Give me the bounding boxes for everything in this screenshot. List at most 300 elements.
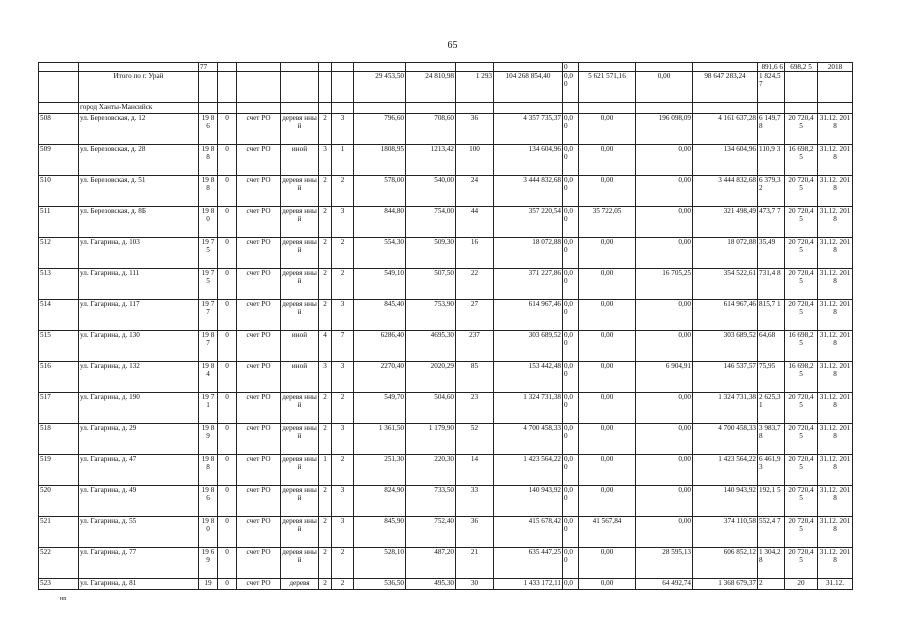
cell-year: 19 75	[199, 238, 218, 269]
cell-mat: деревя нный	[281, 114, 319, 145]
cell-acc: счет РО	[237, 238, 281, 269]
cell-area2: 1 179,90	[406, 424, 456, 455]
table-row	[39, 207, 853, 238]
table-row	[39, 362, 853, 393]
cell-s2: 0,00	[579, 486, 636, 517]
cell-fl: 1	[319, 455, 332, 486]
cell-s3: 64 492,74	[636, 579, 693, 590]
cell-area: 554,30	[354, 238, 406, 269]
cell-s2: 0,00	[579, 548, 636, 579]
cell-s4: 1 368 679,37	[693, 579, 758, 590]
cell-area2: 509,30	[406, 238, 456, 269]
cell-s3: 0,00	[636, 455, 693, 486]
cell-res: 100	[456, 145, 494, 176]
cell-z: 0	[218, 269, 237, 300]
table-row	[39, 455, 853, 486]
cell-s1: 0,0	[563, 579, 579, 590]
cell-lim: 20 720,4 5	[785, 455, 818, 486]
cell-fl: 2	[319, 548, 332, 579]
cell-s4: 4 161 637,28	[693, 114, 758, 145]
table-row-carryover: 77 0 891,6 6 698,2 5 2018	[39, 63, 853, 72]
cell-year: 19 89	[199, 424, 218, 455]
cell-date: 31.12. 2018	[818, 424, 853, 455]
cell-acc: счет РО	[237, 579, 281, 590]
cell-n: 515	[39, 331, 79, 362]
cell-fl: 2	[319, 238, 332, 269]
cell-total: 635 447,25	[494, 548, 563, 579]
cell-res: 14	[456, 455, 494, 486]
cell-s3: 196 098,09	[636, 114, 693, 145]
cell-s1: 0,0 0	[563, 145, 579, 176]
cell-ent: 2	[332, 455, 354, 486]
cell-res: 23	[456, 393, 494, 424]
cell-fl: 2	[319, 207, 332, 238]
cell-z: 0	[218, 300, 237, 331]
cell-s3: 0,00	[636, 331, 693, 362]
cell-total: 1 324 731,38	[494, 393, 563, 424]
cell-s3: 0,00	[636, 238, 693, 269]
cell-lim: 20 720,4 5	[785, 517, 818, 548]
cell-mat: деревя нный	[281, 300, 319, 331]
table-row	[39, 579, 853, 590]
cell-date: 31.12. 2018	[818, 145, 853, 176]
cell-acc: счет РО	[237, 393, 281, 424]
cell-n: 512	[39, 238, 79, 269]
cell-date: 31.12. 2018	[818, 207, 853, 238]
cell-lim: 20 720,4 5	[785, 238, 818, 269]
cell-res: 27	[456, 300, 494, 331]
cell-unit: 2 625,3 1	[758, 393, 785, 424]
cell-addr: ул. Гагарина, д. 49	[79, 486, 199, 517]
cell-year: 19 88	[199, 176, 218, 207]
cell-n: 509	[39, 145, 79, 176]
cell-unit: 192,1 5	[758, 486, 785, 517]
cell-s2: 0,00	[579, 300, 636, 331]
cell-z: 0	[218, 331, 237, 362]
cell-ent: 2	[332, 393, 354, 424]
cell-acc: счет РО	[237, 455, 281, 486]
cell-fl: 2	[319, 517, 332, 548]
cell-total: 1 433 172,11	[494, 579, 563, 590]
cell-ent: 1	[332, 145, 354, 176]
cell-mat: деревя	[281, 579, 319, 590]
cell-unit: 1 304,2 8	[758, 548, 785, 579]
cell-s1: 0,0 0	[563, 486, 579, 517]
cell-unit: 75,95	[758, 362, 785, 393]
cell-mat: деревя нный	[281, 393, 319, 424]
table-row	[39, 393, 853, 424]
cell-n: 510	[39, 176, 79, 207]
cell-acc: счет РО	[237, 486, 281, 517]
cell-lim: 20 720,4 5	[785, 114, 818, 145]
cell-s4: 1 324 731,38	[693, 393, 758, 424]
cell-unit: 6 379,3 2	[758, 176, 785, 207]
cell-s1: 0,0 0	[563, 300, 579, 331]
cell-ent: 2	[332, 269, 354, 300]
cell-mat: деревя нный	[281, 238, 319, 269]
cell-area2: 495,30	[406, 579, 456, 590]
cell-s2: 0,00	[579, 176, 636, 207]
cell-acc: счет РО	[237, 331, 281, 362]
cell-fl: 2	[319, 114, 332, 145]
cell-ent: 3	[332, 207, 354, 238]
cell-mat: иной	[281, 362, 319, 393]
cell-res: 52	[456, 424, 494, 455]
cell-acc: счет РО	[237, 114, 281, 145]
cell-total: 1 423 564,22	[494, 455, 563, 486]
cell-area: 528,10	[354, 548, 406, 579]
cell-unit: 552,4 7	[758, 517, 785, 548]
cell-lim: 20 720,4 5	[785, 486, 818, 517]
cell-n: 522	[39, 548, 79, 579]
cell-ent: 3	[332, 517, 354, 548]
cell-acc: счет РО	[237, 548, 281, 579]
cell-s4: 303 689,52	[693, 331, 758, 362]
cell-s4: 354 522,61	[693, 269, 758, 300]
cell-date: 31.12.	[818, 579, 853, 590]
cell-unit: 110,9 3	[758, 145, 785, 176]
cell-mat: деревя нный	[281, 176, 319, 207]
cell-area2: 504,60	[406, 393, 456, 424]
cell-date: 31.12. 2018	[818, 455, 853, 486]
cell-year: 19 88	[199, 145, 218, 176]
cell-unit: 473,7 7	[758, 207, 785, 238]
cell-mat: деревя нный	[281, 455, 319, 486]
cell-lim: 20 720,4 5	[785, 424, 818, 455]
cell-s4: 606 852,12	[693, 548, 758, 579]
cell-z: 0	[218, 517, 237, 548]
cell-z: 0	[218, 579, 237, 590]
cell-s4: 374 110,58	[693, 517, 758, 548]
cell-s2: 35 722,05	[579, 207, 636, 238]
cell-n: 516	[39, 362, 79, 393]
cell-z: 0	[218, 424, 237, 455]
cell-lim: 20 720,4 5	[785, 300, 818, 331]
cell-area2: 2020,29	[406, 362, 456, 393]
cell-fl: 2	[319, 176, 332, 207]
subtotal-label: Итого по г. Урай	[79, 72, 199, 103]
cell-acc: счет РО	[237, 145, 281, 176]
cell-s2: 0,00	[579, 362, 636, 393]
cell-res: 24	[456, 176, 494, 207]
cell-res: 36	[456, 114, 494, 145]
cell-addr: ул. Гагарина, д. 111	[79, 269, 199, 300]
table-row-subtotal: Итого по г. Урай 29 453,50 24 810,98 1 293 104 268 854,40 0,0 0 5 621 571,16 0,00 98 647 283,24 1 824,5 7	[39, 72, 853, 103]
cell-s1: 0,0 0	[563, 114, 579, 145]
cell-s2: 0,00	[579, 579, 636, 590]
cell-total: 4 357 735,37	[494, 114, 563, 145]
cell-date: 31.12. 2018	[818, 300, 853, 331]
cell-unit: 64,68	[758, 331, 785, 362]
cell-unit: 6 149,7 8	[758, 114, 785, 145]
cell-area: 549,70	[354, 393, 406, 424]
cell-s4: 18 072,88	[693, 238, 758, 269]
cell-total: 415 678,42	[494, 517, 563, 548]
cell-s1: 0,0 0	[563, 393, 579, 424]
cell-unit: 3 983,7 8	[758, 424, 785, 455]
table-row	[39, 269, 853, 300]
cell-year: 19 71	[199, 393, 218, 424]
cell-res: 36	[456, 517, 494, 548]
table-row	[39, 517, 853, 548]
cell-s1: 0,0 0	[563, 207, 579, 238]
cell-s1: 0,0 0	[563, 331, 579, 362]
table-row	[39, 486, 853, 517]
cell-addr: ул. Гагарина, д. 103	[79, 238, 199, 269]
cell-s3: 0,00	[636, 486, 693, 517]
cell-area2: 1213,42	[406, 145, 456, 176]
cell-res: 85	[456, 362, 494, 393]
cell-res: 44	[456, 207, 494, 238]
cell-s3: 0,00	[636, 176, 693, 207]
footer-mark: нп	[60, 596, 67, 602]
cell-lim: 20 720,4 5	[785, 548, 818, 579]
cell-s4: 614 967,46	[693, 300, 758, 331]
cell-area: 251,30	[354, 455, 406, 486]
cell-fl: 4	[319, 331, 332, 362]
cell-area: 845,40	[354, 300, 406, 331]
cell-addr: ул. Гагарина, д. 81	[79, 579, 199, 590]
cell-year: 19 87	[199, 331, 218, 362]
cell-year: 19 88	[199, 455, 218, 486]
cell-acc: счет РО	[237, 300, 281, 331]
cell-area: 824,90	[354, 486, 406, 517]
cell-s1: 0,0 0	[563, 424, 579, 455]
cell-s1: 0,0 0	[563, 362, 579, 393]
cell-s3: 0,00	[636, 517, 693, 548]
cell-area2: 754,00	[406, 207, 456, 238]
cell-fl: 2	[319, 300, 332, 331]
cell-ent: 3	[332, 486, 354, 517]
cell-s1: 0,0 0	[563, 517, 579, 548]
cell-ent: 3	[332, 362, 354, 393]
cell-addr: ул. Гагарина, д. 117	[79, 300, 199, 331]
cell-z: 0	[218, 362, 237, 393]
table-row	[39, 300, 853, 331]
cell-year: 19 69	[199, 548, 218, 579]
cell-mat: деревя нный	[281, 207, 319, 238]
cell-mat: деревя нный	[281, 424, 319, 455]
cell-unit: 2	[758, 579, 785, 590]
cell-s3: 16 705,25	[636, 269, 693, 300]
cell-s3: 0,00	[636, 300, 693, 331]
cell-s2: 0,00	[579, 145, 636, 176]
cell-area: 845,90	[354, 517, 406, 548]
cell-acc: счет РО	[237, 207, 281, 238]
cell-addr: ул. Гагарина, д. 47	[79, 455, 199, 486]
cell-fl: 3	[319, 362, 332, 393]
cell-lim: 20 720,4 5	[785, 207, 818, 238]
cell-total: 134 604,96	[494, 145, 563, 176]
cell-n: 521	[39, 517, 79, 548]
cell-date: 31.12. 2018	[818, 517, 853, 548]
cell-res: 22	[456, 269, 494, 300]
table-row	[39, 424, 853, 455]
cell-fl: 2	[319, 579, 332, 590]
cell-year: 19 86	[199, 114, 218, 145]
cell-lim: 20 720,4 5	[785, 176, 818, 207]
cell-ent: 2	[332, 548, 354, 579]
cell-s4: 146 537,57	[693, 362, 758, 393]
cell-unit: 35,49	[758, 238, 785, 269]
cell-res: 21	[456, 548, 494, 579]
cell-total: 18 072,88	[494, 238, 563, 269]
cell-mat: иной	[281, 331, 319, 362]
cell-n: 523	[39, 579, 79, 590]
cell-mat: деревя нный	[281, 517, 319, 548]
cell-s1: 0,0 0	[563, 176, 579, 207]
page-number: 65	[447, 40, 458, 51]
cell-area: 844,80	[354, 207, 406, 238]
cell-z: 0	[218, 207, 237, 238]
cell-date: 31.12. 2018	[818, 176, 853, 207]
cell-acc: счет РО	[237, 424, 281, 455]
cell-ent: 2	[332, 579, 354, 590]
cell-n: 511	[39, 207, 79, 238]
cell-date: 31.12. 2018	[818, 393, 853, 424]
cell-s1: 0,0 0	[563, 548, 579, 579]
cell-mat: деревя нный	[281, 269, 319, 300]
cell-mat: деревя нный	[281, 486, 319, 517]
cell-total: 614 967,46	[494, 300, 563, 331]
cell-res: 30	[456, 579, 494, 590]
cell-year: 19 84	[199, 362, 218, 393]
cell-total: 4 700 458,33	[494, 424, 563, 455]
cell-z: 0	[218, 455, 237, 486]
cell-s3: 28 595,13	[636, 548, 693, 579]
cell-s3: 0,00	[636, 424, 693, 455]
cell-year: 19	[199, 579, 218, 590]
cell-date: 31.12. 2018	[818, 238, 853, 269]
cell-year: 19 77	[199, 300, 218, 331]
cell-addr: ул. Гагарина, д. 55	[79, 517, 199, 548]
cell-n: 517	[39, 393, 79, 424]
cell-s3: 0,00	[636, 393, 693, 424]
table-row-city-heading	[39, 103, 853, 114]
cell-addr: ул. Гагарина, д. 77	[79, 548, 199, 579]
cell-n: 518	[39, 424, 79, 455]
cell-area2: 507,50	[406, 269, 456, 300]
cell-ent: 7	[332, 331, 354, 362]
cell-area: 536,50	[354, 579, 406, 590]
cell-ent: 3	[332, 424, 354, 455]
cell-area: 6286,40	[354, 331, 406, 362]
cell-s4: 3 444 832,68	[693, 176, 758, 207]
cell-n: 513	[39, 269, 79, 300]
cell-s2: 0,00	[579, 114, 636, 145]
cell-lim: 16 698,2 5	[785, 362, 818, 393]
cell-n: 508	[39, 114, 79, 145]
cell-year: 19 86	[199, 486, 218, 517]
cell-year: 19 75	[199, 269, 218, 300]
cell-area2: 733,50	[406, 486, 456, 517]
cell-lim: 20 720,4 5	[785, 269, 818, 300]
table-row	[39, 331, 853, 362]
cell-fl: 2	[319, 486, 332, 517]
table-row	[39, 145, 853, 176]
cell-addr: ул. Березовская, д. 28	[79, 145, 199, 176]
cell-mat: иной	[281, 145, 319, 176]
cell-res: 16	[456, 238, 494, 269]
cell-date: 31.12. 2018	[818, 114, 853, 145]
cell-unit: 815,7 1	[758, 300, 785, 331]
cell-s1: 0,0 0	[563, 238, 579, 269]
cell-total: 140 943,92	[494, 486, 563, 517]
cell-addr: ул. Гагарина, д. 132	[79, 362, 199, 393]
cell-total: 303 689,52	[494, 331, 563, 362]
cell-s2: 0,00	[579, 331, 636, 362]
housing-register-table	[38, 62, 853, 590]
cell-total: 153 442,48	[494, 362, 563, 393]
cell-fl: 3	[319, 145, 332, 176]
cell-s1: 0,0 0	[563, 269, 579, 300]
cell-res: 237	[456, 331, 494, 362]
cell-area2: 753,90	[406, 300, 456, 331]
cell-area: 796,60	[354, 114, 406, 145]
cell-s4: 134 604,96	[693, 145, 758, 176]
cell-s2: 0,00	[579, 424, 636, 455]
cell-area2: 752,40	[406, 517, 456, 548]
cell-acc: счет РО	[237, 176, 281, 207]
cell-area2: 540,00	[406, 176, 456, 207]
cell-z: 0	[218, 176, 237, 207]
cell-year: 19 80	[199, 517, 218, 548]
cell-area2: 4695,30	[406, 331, 456, 362]
cell-unit: 6 461,9 3	[758, 455, 785, 486]
cell-ent: 2	[332, 238, 354, 269]
table-row	[39, 238, 853, 269]
cell-addr: ул. Березовская, д. 51	[79, 176, 199, 207]
cell-n: 514	[39, 300, 79, 331]
cell-s2: 0,00	[579, 238, 636, 269]
cell-s2: 0,00	[579, 455, 636, 486]
cell-fl: 2	[319, 424, 332, 455]
cell-ent: 2	[332, 176, 354, 207]
cell-s1: 0,0 0	[563, 455, 579, 486]
cell-z: 0	[218, 114, 237, 145]
cell-acc: счет РО	[237, 517, 281, 548]
cell-acc: счет РО	[237, 269, 281, 300]
city-heading: город Ханты-Мансийск	[79, 103, 199, 114]
cell-date: 31.12. 2018	[818, 269, 853, 300]
cell-total: 371 227,86	[494, 269, 563, 300]
cell-area: 2270,40	[354, 362, 406, 393]
cell-s2: 0,00	[579, 269, 636, 300]
cell-date: 31.12. 2018	[818, 548, 853, 579]
cell-lim: 20 720,4 5	[785, 393, 818, 424]
cell-date: 31.12. 2018	[818, 331, 853, 362]
cell-fl: 2	[319, 393, 332, 424]
cell-addr: ул. Гагарина, д. 29	[79, 424, 199, 455]
cell-year: 19 80	[199, 207, 218, 238]
cell-res: 33	[456, 486, 494, 517]
cell-lim: 20	[785, 579, 818, 590]
table-row	[39, 176, 853, 207]
cell-area: 578,00	[354, 176, 406, 207]
table-row	[39, 114, 853, 145]
cell-n: 519	[39, 455, 79, 486]
cell-z: 0	[218, 393, 237, 424]
cell-z: 0	[218, 486, 237, 517]
cell-area2: 220,30	[406, 455, 456, 486]
cell-s2: 41 567,84	[579, 517, 636, 548]
cell-s3: 0,00	[636, 207, 693, 238]
cell-addr: ул. Гагарина, д. 190	[79, 393, 199, 424]
cell-z: 0	[218, 238, 237, 269]
cell-ent: 3	[332, 114, 354, 145]
cell-s4: 140 943,92	[693, 486, 758, 517]
cell-addr: ул. Березовская, д. 8Б	[79, 207, 199, 238]
